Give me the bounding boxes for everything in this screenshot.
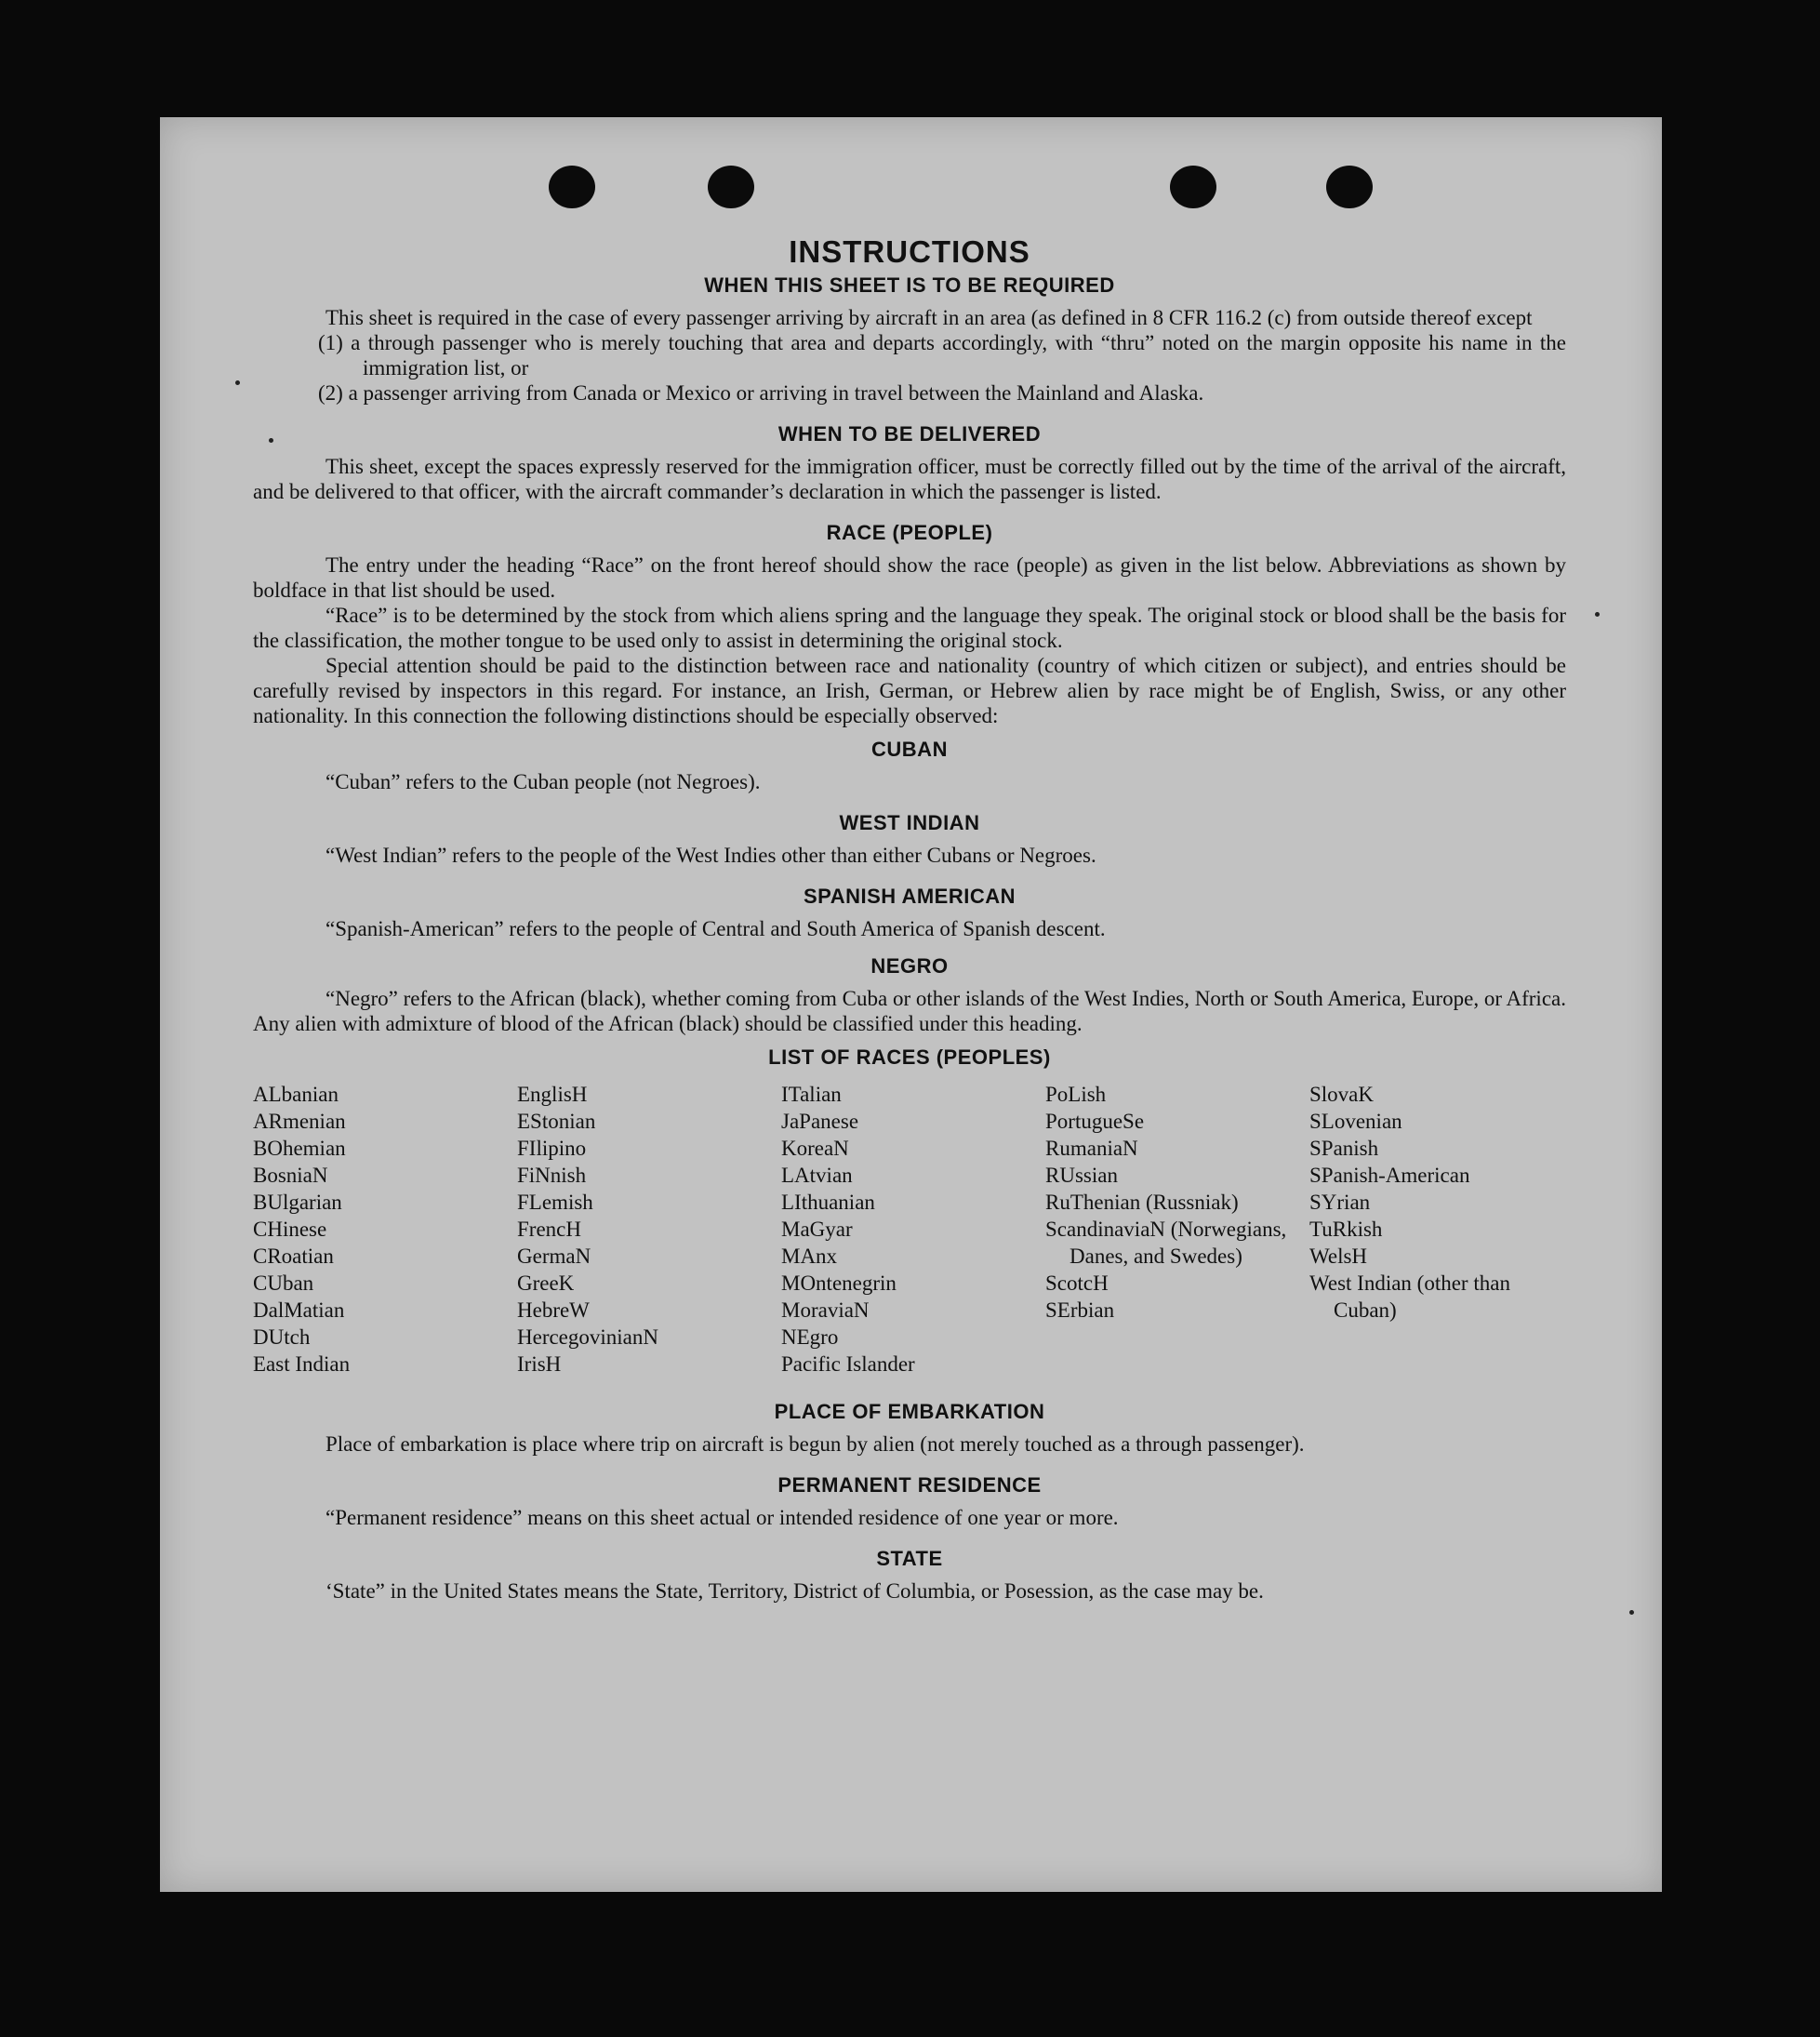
race-item: LIthuanian [781,1191,875,1214]
race-item: CRoatian [253,1245,334,1268]
instructions-content [253,234,1566,1604]
section-heading: CUBAN [871,738,948,761]
race-item: Pacific Islander [781,1352,915,1376]
race-item: JaPanese [781,1110,859,1133]
paragraph: “Cuban” refers to the Cuban people (not Negroes). [325,770,761,793]
race-list [253,1081,1566,1378]
race-item: TuRkish [1309,1218,1383,1241]
paragraph: This sheet is required in the case of every passenger arriving by aircraft in an area (as defined in 8 CFR 116.2 (c) from outside thereof except [325,306,1533,329]
race-item: ITalian [781,1083,842,1106]
race-item: ARmenian [253,1110,346,1133]
race-item: EnglisH [517,1083,588,1106]
paragraph: “West Indian” refers to the people of the West Indies other than either Cubans or Negroes. [325,844,1096,867]
paragraph: Special attention should be paid to the distinction between race and nationality (country of which citizen or subject), and entries should be carefully revised by inspectors in this regard. For instance, an Irish, German, or Hebrew alien by race might be of English, Swiss, or any other nationality. In this connection the following distinctions should be especially observed: [253,654,1566,727]
race-item: HebreW [517,1298,590,1322]
paragraph: “Permanent residence” means on this sheet actual or intended residence of one year or more. [325,1506,1119,1529]
section-heading: WHEN THIS SHEET IS TO BE REQUIRED [704,273,1115,297]
race-item: MOntenegrin [781,1271,897,1295]
race-item: SlovaK [1309,1083,1374,1106]
race-item: BosniaN [253,1164,328,1187]
race-item: MoraviaN [781,1298,870,1322]
section-heading: WHEN TO BE DELIVERED [777,422,1042,446]
exception-item: (2) a passenger arriving from Canada or Mexico or arriving in travel between the Mainland and Alaska. [318,381,1204,405]
race-column [1045,1081,1309,1378]
paragraph: “Negro” refers to the African (black), whether coming from Cuba or other islands of the West Indies, North or South America, Europe, or Africa. Any alien with admixture of blood of the African (black) should be classified under this heading. [253,987,1566,1035]
punch-hole [549,166,595,208]
race-item: FIlipino [517,1137,587,1160]
race-item: SPanish-American [1309,1164,1470,1187]
race-item: SErbian [1045,1298,1115,1322]
race-item: IrisH [517,1352,562,1376]
race-item: SYrian [1309,1191,1371,1214]
race-item: FiNnish [517,1164,587,1187]
race-item: SLovenian [1309,1110,1402,1133]
race-item: RuThenian (Russniak) [1045,1191,1239,1214]
section-heading: RACE (PEOPLE) [826,521,993,544]
punch-hole [708,166,754,208]
race-item: MAnx [781,1245,838,1268]
race-item: FrencH [517,1218,581,1241]
race-item: MaGyar [781,1218,853,1241]
race-item: GreeK [517,1271,575,1295]
race-column [1309,1081,1566,1378]
race-item: SPanish [1309,1137,1379,1160]
race-item: ALbanian [253,1083,339,1106]
race-item: PortugueSe [1045,1110,1145,1133]
race-item: FLemish [517,1191,593,1214]
race-item: HercegovinianN [517,1325,658,1349]
paragraph: “Race” is to be determined by the stock from which aliens spring and the language they speak. The original stock or blood shall be the basis for the classification, the mother tongue to be used only to assist in determining the original stock. [253,604,1566,652]
race-item: WelsH [1309,1245,1368,1268]
page-title: INSTRUCTIONS [789,234,1030,269]
race-column [517,1081,781,1378]
exception-item: (1) a through passenger who is merely touching that area and departs accordingly, with “thru” noted on the margin opposite his name in the immigration list, or [318,331,1566,379]
ink-dot [1629,1610,1634,1615]
paragraph: This sheet, except the spaces expressly reserved for the immigration officer, must be correctly filled out by the time of the arrival of the aircraft, and be delivered to that officer, with the aircraft commander’s declaration in which the passenger is listed. [253,455,1566,503]
section-heading: SPANISH AMERICAN [803,885,1016,908]
race-item: ScandinaviaN (Norwegians, Danes, and Swedes) [1045,1218,1287,1268]
punch-hole [1326,166,1373,208]
section-heading: PLACE OF EMBARKATION [774,1400,1045,1423]
race-item: NEgro [781,1325,839,1349]
race-item: KoreaN [781,1137,849,1160]
race-item: CHinese [253,1218,327,1241]
section-heading: LIST OF RACES (PEOPLES) [768,1045,1051,1069]
document-page [160,117,1662,1892]
race-item: BOhemian [253,1137,346,1160]
ink-dot [235,380,240,385]
section-heading: STATE [876,1547,943,1570]
ink-dot [1595,612,1600,617]
race-item: ScotcH [1045,1271,1109,1295]
race-item: EStonian [517,1110,596,1133]
race-column [253,1081,517,1378]
race-item: GermaN [517,1245,591,1268]
paragraph: The entry under the heading “Race” on the front hereof should show the race (people) as given in the list below. Abbreviations as shown by boldface in that list should be used. [253,553,1566,602]
race-item: BUlgarian [253,1191,342,1214]
punch-hole [1170,166,1216,208]
race-item: LAtvian [781,1164,853,1187]
section-heading: WEST INDIAN [839,811,980,834]
paragraph: Place of embarkation is place where trip on aircraft is begun by alien (not merely touched as a through passenger). [325,1432,1305,1456]
race-column [781,1081,1045,1378]
race-item: DalMatian [253,1298,345,1322]
section-heading: NEGRO [870,954,949,978]
race-item: DUtch [253,1325,311,1349]
race-item: RumaniaN [1045,1137,1138,1160]
section-heading: PERMANENT RESIDENCE [777,1473,1042,1497]
paragraph: ‘State” in the United States means the State, Territory, District of Columbia, or Posession, as the case may be. [325,1579,1264,1603]
race-item: East Indian [253,1352,351,1376]
paragraph: “Spanish-American” refers to the people of Central and South America of Spanish descent. [325,917,1106,940]
race-item: West Indian (other than Cuban) [1309,1271,1510,1322]
race-item: PoLish [1045,1083,1107,1106]
race-item: RUssian [1045,1164,1118,1187]
race-item: CUban [253,1271,314,1295]
